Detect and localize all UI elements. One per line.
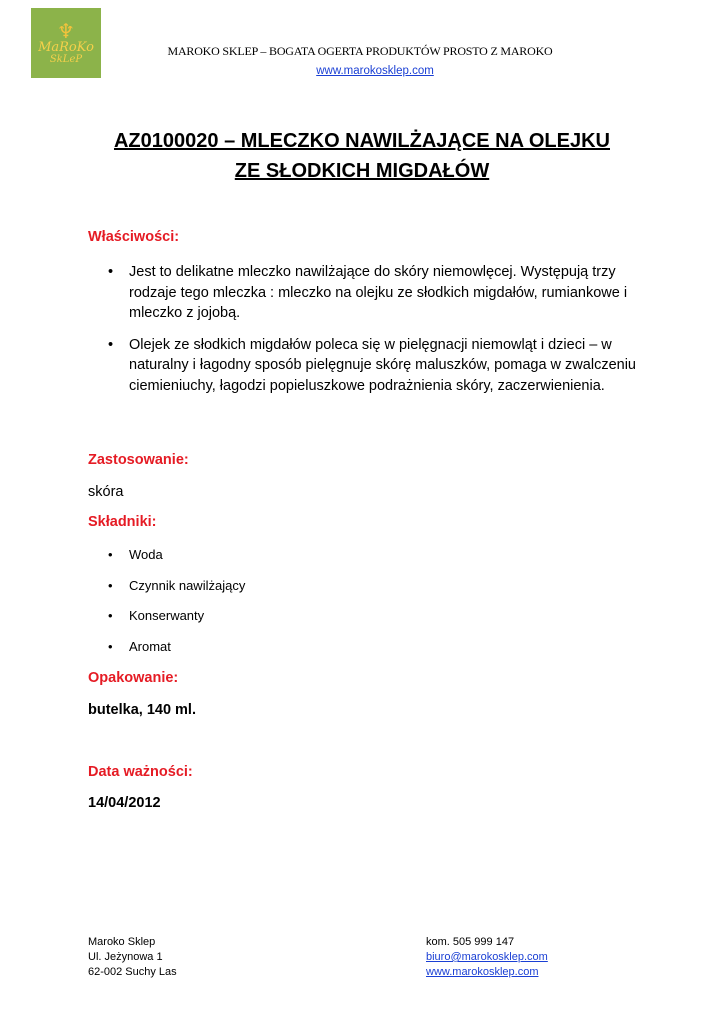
bullet-icon: • bbox=[108, 264, 114, 280]
bullet-icon: • bbox=[108, 608, 113, 623]
footer-address bbox=[88, 935, 177, 980]
packaging-heading: Opakowanie: bbox=[88, 670, 179, 686]
header-title: MAROKO SKLEP – BOGATA OGERTA PRODUKTÓW PROSTO Z MAROKO bbox=[167, 44, 553, 58]
usage-text: skóra bbox=[88, 484, 124, 500]
properties-heading: Właściwości: bbox=[88, 229, 180, 245]
bullet-icon: • bbox=[108, 638, 113, 654]
list-item: • Czynnik nawilżający bbox=[108, 577, 246, 593]
usage-heading: Zastosowanie: bbox=[88, 452, 189, 468]
footer-street: Ul. Jeżynowa 1 bbox=[88, 951, 163, 963]
bullet-icon: • bbox=[108, 336, 114, 353]
logo-text-line2: SkLeP bbox=[49, 54, 83, 65]
ingredients-list bbox=[88, 547, 648, 655]
expiry-heading: Data ważności: bbox=[88, 764, 193, 780]
bullet-icon: • bbox=[108, 547, 113, 562]
list-item: • Olejek ze słodkich migdałów poleca się w pielęgnacji niemowląt i dzieci – w naturalny i łagodny sposób pielęgnuje skórę maluszków, pomaga w zwalczeniu ciemieniuchy, łagodzi popieluszkowe podrażnienia skóry, zaczerwienienia. bbox=[108, 336, 636, 394]
logo-emblem-icon: ♆ bbox=[57, 19, 75, 43]
footer-phone: kom. 505 999 147 bbox=[426, 936, 515, 948]
list-item: • Jest to delikatne mleczko nawilżające do skóry niemowlęcej. Występują trzy rodzaje tego mleczka : mleczko na olejku ze słodkich migdałów, rumiankowe i mleczko z jojobą. bbox=[108, 264, 628, 321]
logo-text-line1: MaRoKo bbox=[38, 40, 94, 55]
product-title-line1: AZ0100020 – MLECZKO NAWILŻAJĄCE NA OLEJKU bbox=[113, 130, 610, 152]
footer-contact bbox=[426, 935, 548, 980]
properties-list bbox=[88, 262, 648, 396]
product-title bbox=[60, 126, 664, 186]
ingredients-heading: Składniki: bbox=[88, 514, 157, 530]
list-item: • Aromat bbox=[108, 638, 171, 654]
list-item: • Woda bbox=[108, 547, 163, 562]
footer-city: 62-002 Suchy Las bbox=[88, 966, 177, 978]
footer-shop-name: Maroko Sklep bbox=[88, 936, 156, 948]
expiry-date: 14/04/2012 bbox=[88, 795, 161, 811]
footer-website-link[interactable]: www.marokosklep.com bbox=[426, 966, 539, 978]
shop-logo bbox=[31, 8, 101, 78]
product-title-line2: ZE SŁODKICH MIGDAŁÓW bbox=[234, 160, 490, 182]
header-website-link[interactable]: www.marokosklep.com bbox=[316, 65, 434, 77]
list-item: • Konserwanty bbox=[108, 608, 205, 623]
footer-email-link[interactable]: biuro@marokosklep.com bbox=[426, 951, 548, 963]
packaging-text: butelka, 140 ml. bbox=[88, 702, 196, 718]
bullet-icon: • bbox=[108, 577, 113, 593]
